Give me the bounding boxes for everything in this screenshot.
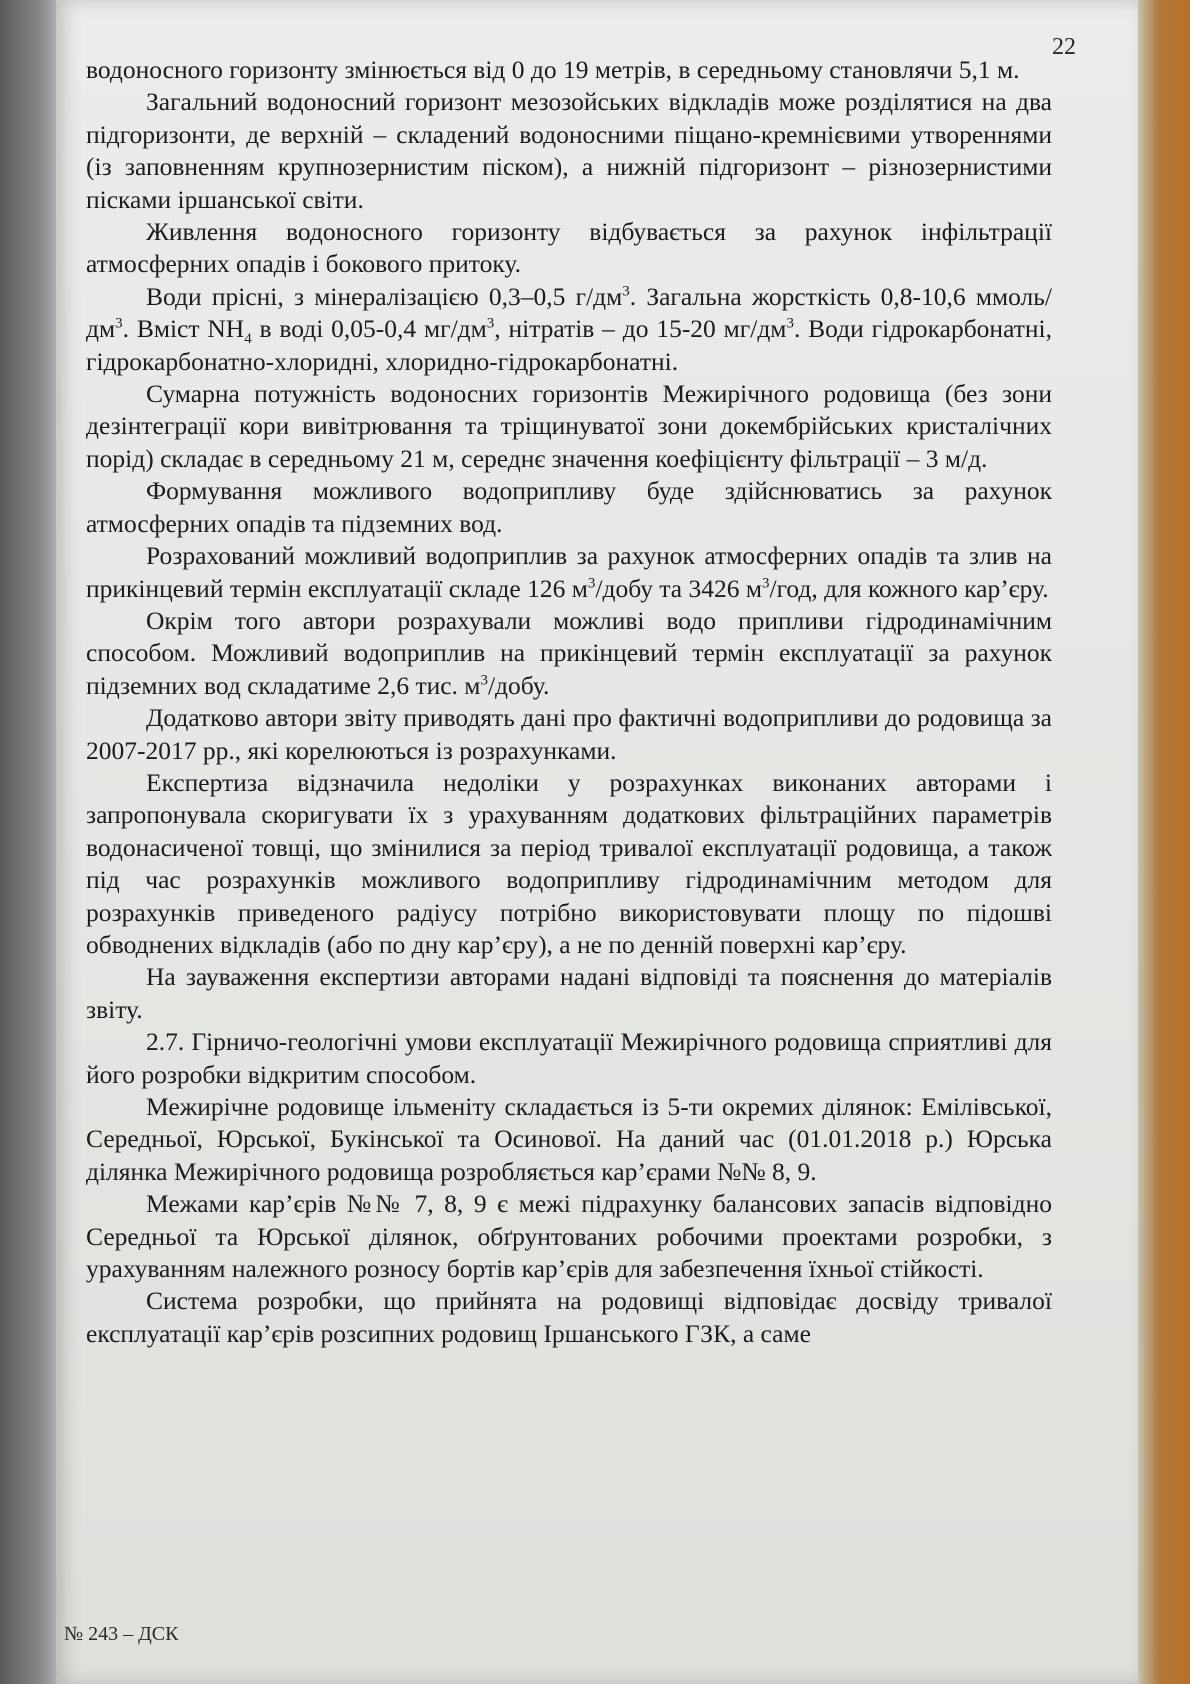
document-body [86,54,1052,1350]
paragraph: Сумарна потужність водоносних горизонтів Межирічного родовища (без зони дезінтеграції кори вивітрювання та тріщинуватої зони докембрійських кристалічних порід) складає в середньому 21 м, середнє значення коефіцієнту фільтрації – 3 м/д. [86,379,1052,473]
paragraph: Формування можливого водоприпливу буде здійснюватись за рахунок атмосферних опадів та підземних вод. [86,476,1052,538]
paragraph: Загальний водоносний горизонт мезозойських відкладів може розділятися на два підгоризонти, де верхній – складений водоносними піщано-кремнієвими утвореннями (із заповненням крупнозернистим піском), а нижній підгоризонт – різнозернистими пісками іршанської світи. [86,87,1052,214]
paragraph: Межами кар’єрів №№ 7, 8, 9 є межі підрахунку балансових запасів відповідно Середньої та Юрської ділянок, обґрунтованих робочими проектами розробки, з урахуванням належного розносу бортів кар’єрів для забезпечення їхньої стійкості. [86,1189,1052,1284]
paragraph: водоносного горизонту змінюється від 0 до 19 метрів, в середньому становлячи 5,1 м. [86,55,1020,84]
paragraph: Межирічне родовище ільменіту складається із 5-ти окремих ділянок: Емілівської, Середньої, Юрської, Букінської та Осинової. На даний час (01.01.2018 р.) Юрська ділянка Межирічного родовища розробляється кар’єрами №№ 8, 9. [86,1092,1052,1186]
page-number: 22 [1052,34,1076,60]
background-left-edge [0,0,60,1684]
paragraph: Експертиза відзначила недоліки у розрахунках виконаних авторами і запропонувала скоригувати їх з урахуванням додаткових фільтраційних параметрів водонасиченої товщі, що змінилися за період тривалої експлуатації родовища, а також під час розрахунків можливого водоприпливу гідродинамічним методом для розрахунків приведеного радіусу потрібно використовувати площу по підошві обводнених відкладів (або по дну кар’єру), а не по денній поверхні кар’єру. [86,767,1052,959]
section-paragraph-2-7: 2.7. Гірничо-геологічні умови експлуатації Межирічного родовища сприятливі для його розробки відкритим способом. [86,1027,1052,1089]
paragraph: На зауваження експертизи авторами надані відповіді та пояснення до матеріалів звіту. [86,962,1052,1024]
background-table-surface [1138,0,1190,1684]
paragraph-water-composition: Води прісні, з мінералізацією 0,3–0,5 $г/дм^3$. Загальна жорсткість 0,8-10,6 ммоль/$дм^3$. Вміст $NH_4$ в воді 0,05-0,4 $мг/дм^3$, нітратів – до 15-20 $мг/дм^3$. Води гідрокарбонатні, гідрокарбонатно-хлоридні, хлоридно-гідрокарбонатні. [86,281,1052,376]
paragraph: Додатково автори звіту приводять дані про фактичні водоприпливи до родовища за 2007-2017 рр., які корелюються із розрахунками. [86,703,1052,765]
paragraph-calculated-inflow: Розрахований можливий водоприплив за рахунок атмосферних опадів та злив на прикінцевий термін експлуатації складе 126 $м^3$/добу та 3426 $м^3$/год, для кожного кар’єру. [86,541,1052,603]
paragraph: Живлення водоносного горизонту відбувається за рахунок інфільтрації атмосферних опадів і бокового притоку. [86,217,1052,279]
paragraph: Система розробки, що прийнята на родовищі відповідає досвіду тривалої експлуатації кар’єрів розсипних родовищ Іршанського ГЗК, а саме [86,1286,1052,1348]
document-page [56,0,1138,1684]
paragraph-hydrodynamic-inflow: Окрім того автори розрахували можливі водо припливи гідродинамічним способом. Можливий водоприплив на прикінцевий термін експлуатації за рахунок підземних вод складатиме 2,6 тис. $м^3$/добу. [86,605,1052,700]
document-code-footer: № 243 – ДСК [64,1623,179,1645]
